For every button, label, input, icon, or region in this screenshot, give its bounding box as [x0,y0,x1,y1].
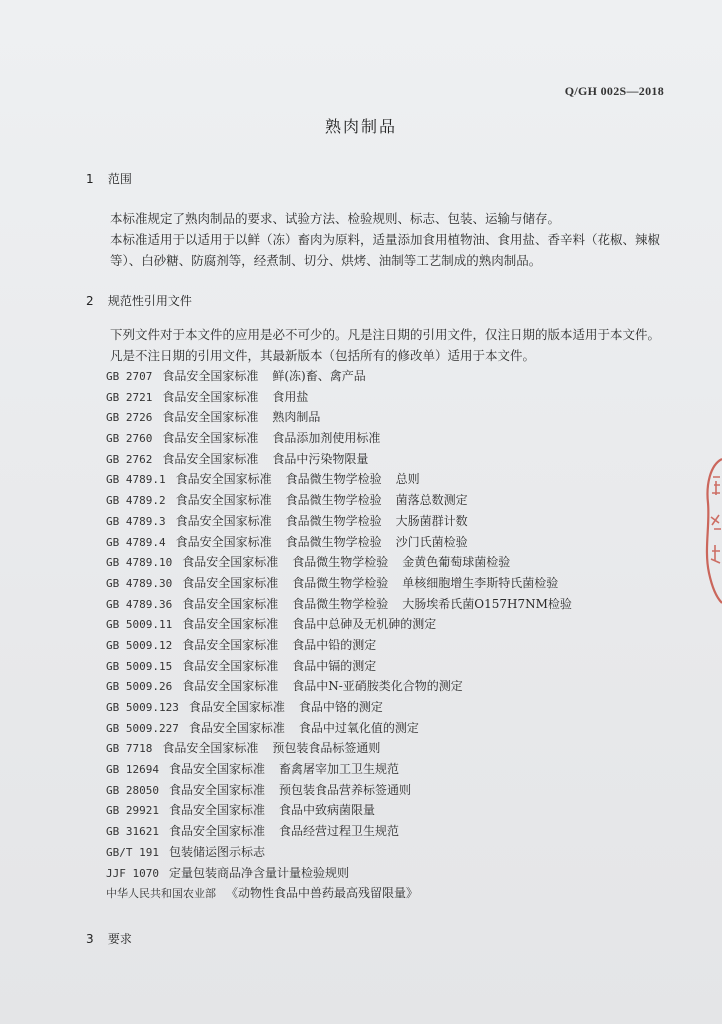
reference-code: GB 5009.15 [106,659,173,673]
reference-name: 食品安全国家标准 [182,617,279,632]
reference-code: GB 5009.227 [106,721,179,735]
reference-item [106,863,666,884]
reference-item [106,614,666,635]
seal-stamp-fragment [700,455,722,605]
reference-title: 食品中致病菌限量 [279,803,376,818]
reference-name: 食品安全国家标准 [168,782,265,797]
reference-name: 食品安全国家标准 [168,803,265,818]
reference-title: 预包装食品营养标签通则 [279,782,412,797]
section-heading-normative [86,292,192,309]
reference-item [106,552,666,573]
reference-title: 总则 [395,472,420,487]
reference-title: 预包装食品标签通则 [272,741,381,756]
reference-name: 《动物性食品中兽药最高残留限量》 [226,886,419,901]
standard-code: Q/GH 002S—2018 [564,84,664,98]
reference-name: 食品安全国家标准 [182,637,279,652]
reference-code: GB 4789.10 [106,556,173,570]
reference-name: 食品安全国家标准 [175,513,272,528]
reference-name: 食品安全国家标准 [162,431,259,446]
reference-code: GB 2721 [106,390,153,404]
reference-item [106,366,666,387]
reference-name: 食品安全国家标准 [168,762,265,777]
reference-title: 鲜(冻)畜、禽产品 [272,369,366,383]
reference-code: GB 5009.26 [106,680,173,694]
section-heading-requirements [86,930,132,947]
reference-title: 食品中镉的测定 [292,658,377,673]
reference-title: 沙门氏菌检验 [395,534,468,549]
reference-item [106,532,666,553]
reference-code: GB 4789.2 [106,494,166,508]
reference-code: GB 31621 [106,825,159,839]
reference-item [106,449,666,470]
section-title: 范围 [107,172,132,186]
reference-item [106,697,666,718]
reference-name: 食品安全国家标准 [182,596,279,611]
reference-code: GB 2726 [106,411,153,425]
reference-title: 食用盐 [272,389,309,404]
reference-subcategory: 食品微生物学检验 [285,493,382,508]
reference-title: 大肠菌群计数 [395,513,468,528]
reference-code: GB 4789.1 [106,473,166,487]
section-number: 2 [86,294,94,308]
reference-name: 食品安全国家标准 [188,720,285,735]
reference-item [106,738,666,759]
reference-title: 食品中N-亚硝胺类化合物的测定 [292,679,463,694]
reference-title: 食品经营过程卫生规范 [279,824,400,839]
section-title: 要求 [107,932,132,946]
reference-title: 食品添加剂使用标准 [272,431,381,446]
reference-name: 食品安全国家标准 [175,493,272,508]
reference-code: GB 28050 [106,783,159,797]
reference-subcategory: 食品微生物学检验 [285,534,382,549]
reference-title: 大肠埃希氏菌O157H7NM检验 [402,596,572,611]
reference-code: GB 4789.4 [106,535,166,549]
reference-name: 定量包装商品净含量计量检验规则 [168,865,349,880]
reference-name: 食品安全国家标准 [175,472,272,487]
section-title: 规范性引用文件 [107,294,192,308]
reference-subcategory: 食品微生物学检验 [285,513,382,528]
reference-item [106,594,666,615]
scope-text [86,208,666,271]
reference-code: GB 2707 [106,370,153,383]
reference-title: 熟肉制品 [272,410,321,425]
reference-item [106,842,666,863]
reference-code: GB 5009.11 [106,618,173,632]
reference-title: 食品中污染物限量 [272,451,369,466]
reference-code: GB 7718 [106,742,153,756]
document-title: 熟肉制品 [324,117,397,136]
scope-paragraph-2: 本标准适用于以适用于以鲜（冻）畜肉为原料，适量添加食用植物油、食用盐、香辛料（花椒、辣椒等）、白砂糖、防腐剂等，经煮制、切分、烘烤、油制等工艺制成的熟肉制品。 [110,232,661,268]
reference-code: GB 5009.123 [106,701,179,714]
reference-item [106,428,666,449]
scope-paragraph-1: 本标准规定了熟肉制品的要求、试验方法、检验规则、标志、包装、运输与储存。 [110,211,561,226]
reference-name: 食品安全国家标准 [162,389,259,404]
reference-title: 单核细胞增生李斯特氏菌检验 [402,575,559,590]
reference-title: 畜禽屠宰加工卫生规范 [279,762,400,777]
reference-item [106,759,666,780]
reference-code: GB 4789.36 [106,597,173,611]
reference-name: 食品安全国家标准 [168,824,265,839]
reference-name: 食品安全国家标准 [162,369,259,383]
section-number: 3 [86,932,94,946]
reference-list [106,366,666,904]
reference-item [106,883,666,904]
reference-subcategory: 食品微生物学检验 [292,596,389,611]
reference-item [106,490,666,511]
reference-item [106,718,666,739]
reference-title: 食品中总砷及无机砷的测定 [292,617,437,632]
reference-code: GB/T 191 [106,845,159,859]
reference-name: 食品安全国家标准 [182,575,279,590]
reference-code: GB 2760 [106,432,153,446]
reference-item [106,387,666,408]
reference-code: GB 4789.3 [106,514,166,528]
normative-intro-text: 下列文件对于本文件的应用是必不可少的。凡是注日期的引用文件，仅注日期的版本适用于本文件。凡是不注日期的引用文件，其最新版本（包括所有的修改单）适用于本文件。 [110,327,661,363]
reference-code: GB 4789.30 [106,576,173,590]
reference-name: 食品安全国家标准 [162,451,259,466]
reference-title: 食品中铬的测定 [298,700,383,714]
reference-name: 食品安全国家标准 [162,741,259,756]
reference-subcategory: 食品微生物学检验 [285,472,382,487]
reference-item [106,656,666,677]
reference-title: 菌落总数测定 [395,493,468,508]
section-number: 1 [86,172,94,186]
reference-subcategory: 食品微生物学检验 [292,575,389,590]
reference-code: GB 5009.12 [106,638,173,652]
reference-code: GB 12694 [106,763,159,777]
reference-item [106,821,666,842]
reference-name: 食品安全国家标准 [182,658,279,673]
reference-name: 食品安全国家标准 [188,700,285,714]
reference-title: 食品中铅的测定 [292,637,377,652]
reference-name: 包装储运图示标志 [168,844,265,859]
reference-name: 食品安全国家标准 [175,534,272,549]
reference-code: GB 2762 [106,452,153,466]
reference-title: 金黄色葡萄球菌检验 [402,555,511,570]
section-heading-scope [86,170,132,187]
reference-code: GB 29921 [106,804,159,818]
reference-item [106,676,666,697]
reference-item [106,780,666,801]
reference-item [106,469,666,490]
reference-item [106,573,666,594]
reference-item [106,635,666,656]
normative-intro [86,324,666,366]
reference-name: 食品安全国家标准 [182,679,279,694]
reference-title: 食品中过氧化值的测定 [298,720,419,735]
reference-subcategory: 食品微生物学检验 [292,555,389,570]
reference-item [106,511,666,532]
reference-name: 食品安全国家标准 [162,410,259,425]
reference-item [106,407,666,428]
reference-code: 中华人民共和国农业部 [106,887,216,901]
reference-code: JJF 1070 [106,866,159,880]
reference-item [106,800,666,821]
reference-name: 食品安全国家标准 [182,555,279,570]
